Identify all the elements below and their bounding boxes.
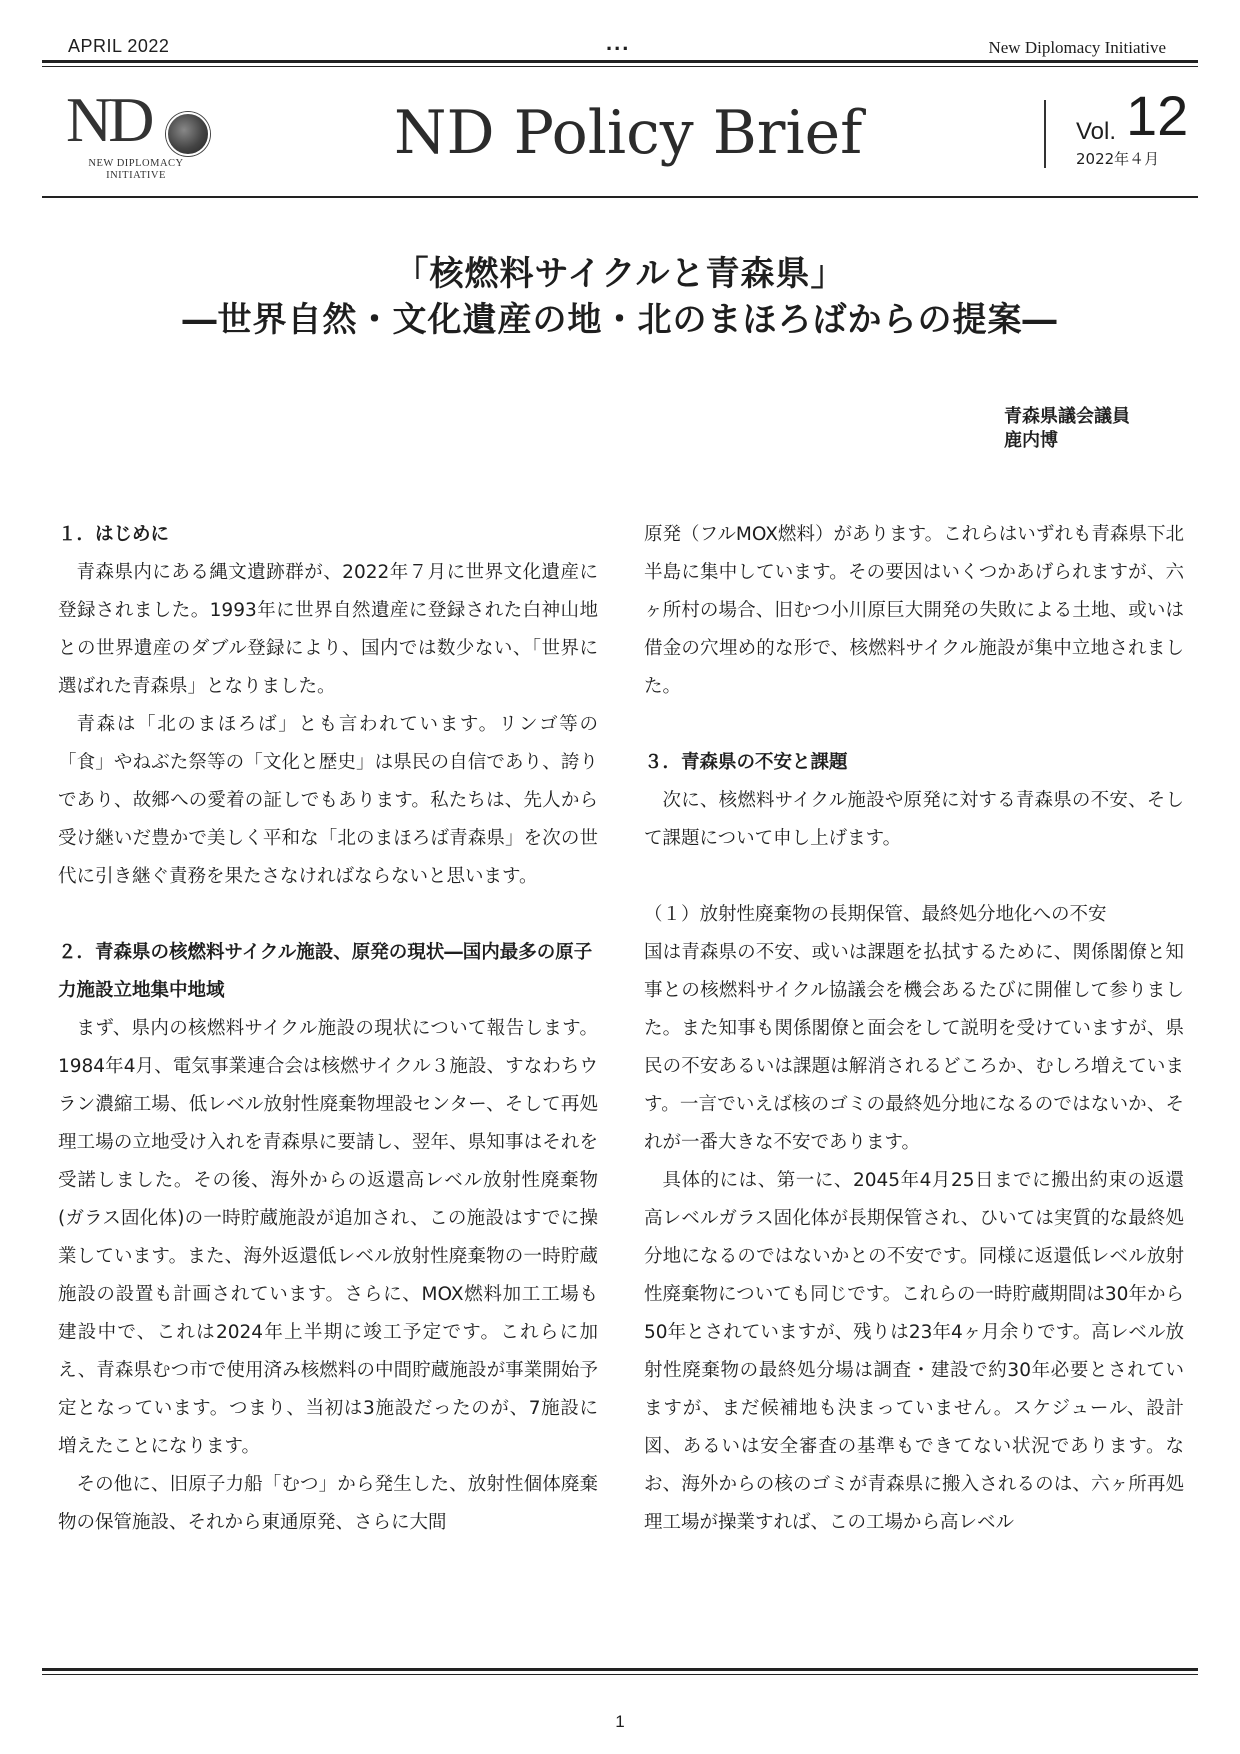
volume-divider: [1044, 100, 1046, 168]
page-number: 1: [615, 1712, 625, 1731]
author-name: 鹿内博: [1004, 430, 1058, 451]
volume-number: 12: [1126, 84, 1189, 147]
section-heading-1: １．はじめに: [58, 524, 170, 545]
article-title-line-2: ―世界自然・文化遺産の地・北のまほろばからの提案―: [182, 300, 1058, 340]
publication-title: ND Policy Brief: [394, 98, 863, 168]
paragraph: 青森県内にある縄文遺跡群が、2022年７月に世界文化遺産に登録されました。1993年に世界自然遺産に登録された白神山地との世界遺産のダブル登録により、国内では数少ない、「世界に選ばれた青森県」となりました。: [58, 562, 598, 697]
globe-icon: [166, 112, 210, 156]
spacer: [644, 858, 1184, 896]
header-organization: New Diplomacy Initiative: [988, 38, 1166, 57]
subsection-heading: （１）放射性廃棄物の長期保管、最終処分地化への不安: [644, 904, 1107, 925]
paragraph: 次に、核燃料サイクル施設や原発に対する青森県の不安、そして課題について申し上げます。: [644, 790, 1184, 849]
author-affiliation: 青森県議会議員: [1004, 406, 1130, 427]
paragraph: 具体的には、第一に、2045年4月25日までに搬出約束の返還高レベルガラス固化体が長期保管され、ひいては実質的な最終処分地になるのではないかとの不安です。同様に返還低レベル放射性廃棄物についても同じです。これらの一時貯蔵期間は30年から50年とされていますが、残りは23年4ヶ月余りです。高レベル放射性廃棄物の最終処分場は調査・建設で約30年必要とされていますが、まだ候補地も決まっていません。スケジュール、設計図、あるいは安全審査の基準もできてない状況であります。なお、海外からの核のゴミが青森県に搬入されるのは、六ヶ所再処理工場が操業すれば、この工場から高レベル: [644, 1170, 1184, 1533]
nd-logo: [58, 84, 208, 188]
paragraph: 国は青森県の不安、或いは課題を払拭するために、関係閣僚と知事との核燃料サイクル協議会を機会あるたびに開催して参りました。また知事も関係閣僚と面会をして説明を受けていますが、県民の不安あるいは課題は解消されるどころか、むしろ増えています。一言でいえば核のゴミの最終処分地になるのではないか、それが一番大きな不安であります。: [644, 942, 1184, 1153]
header-dots: ...: [606, 30, 631, 55]
logo-letters: ND: [66, 84, 151, 155]
right-column: [644, 516, 1184, 1542]
footer-rule-thin: [42, 1674, 1198, 1675]
paragraph: 青森は「北のまほろば」とも言われています。リンゴ等の「食」やねぶた祭等の「文化と歴史」は県民の自信であり、誇りであり、故郷への愛着の証しでもあります。私たちは、先人から受け継いだ豊かで美しく平和な「北のまほろば青森県」を次の世代に引き継ぐ責務を果たさなければならないと思います。: [58, 714, 598, 887]
logo-caption-line-2: INITIATIVE: [106, 170, 166, 181]
logo-caption: [66, 158, 206, 182]
logo-caption-line-1: NEW DIPLOMACY: [88, 158, 184, 169]
spacer: [644, 706, 1184, 744]
volume-label: Vol.: [1076, 118, 1117, 145]
paragraph: まず、県内の核燃料サイクル施設の現状について報告します。1984年4月、電気事業連合会は核燃サイクル３施設、すなわちウラン濃縮工場、低レベル放射性廃棄物埋設センター、そして再処理工場の立地受け入れを青森県に要請し、翌年、県知事はそれを受諾しました。その後、海外からの返還高レベル放射性廃棄物(ガラス固化体)の一時貯蔵施設が追加され、この施設はすでに操業しています。また、海外返還低レベル放射性廃棄物の一時貯蔵施設の設置も計画されています。さらに、MOX燃料加工工場も建設中で、これは2024年上半期に竣工予定です。これらに加え、青森県むつ市で使用済み核燃料の中間貯蔵施設が事業開始予定となっています。つまり、当初は3施設だったのが、7施設に増えたことになります。: [58, 1018, 598, 1457]
paragraph: 原発（フルMOX燃料）があります。これらはいずれも青森県下北半島に集中しています。その要因はいくつかあげられますが、六ヶ所村の場合、旧むつ小川原巨大開発の失敗による土地、或いは借金の穴埋め的な形で、核燃料サイクル施設が集中立地されました。: [644, 524, 1184, 697]
paragraph: その他に、旧原子力船「むつ」から発生した、放射性個体廃棄物の保管施設、それから東通原発、さらに大間: [58, 1474, 598, 1533]
spacer: [58, 896, 598, 934]
masthead-bottom-rule: [42, 196, 1198, 198]
article-title-line-1: 「核燃料サイクルと青森県」: [394, 254, 846, 294]
header-top-rule: [42, 60, 1198, 63]
left-column: [58, 516, 598, 1542]
header-top-rule-thin: [42, 66, 1198, 67]
issue-date: 2022年４月: [1076, 150, 1160, 168]
section-heading-3: ３．青森県の不安と課題: [644, 752, 848, 773]
section-heading-2: ２．青森県の核燃料サイクル施設、原発の現状―国内最多の原子力施設立地集中地域: [58, 942, 593, 1001]
header-date: APRIL 2022: [68, 36, 170, 56]
footer-rule: [42, 1668, 1198, 1671]
